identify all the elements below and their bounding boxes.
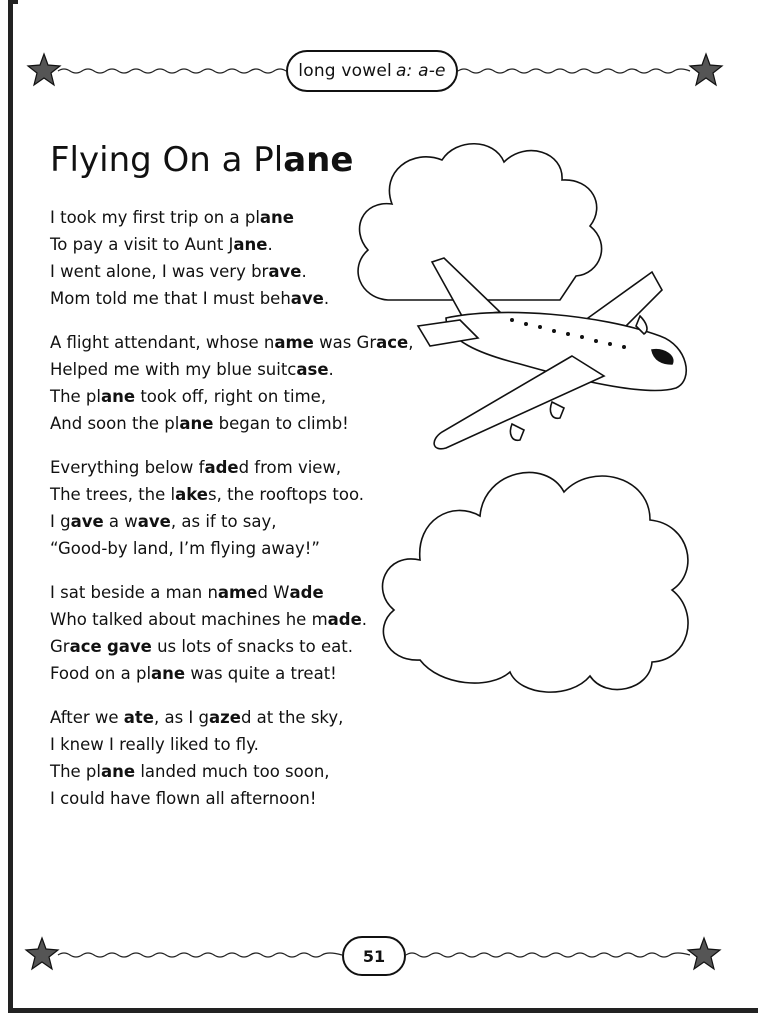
title-vowel-highlight: ane — [283, 140, 354, 180]
line-text: After we — [50, 708, 124, 727]
poem-line — [50, 356, 413, 383]
line-text: I g — [50, 512, 71, 531]
vowel-highlight: ade — [327, 610, 362, 629]
line-text: was quite a treat! — [185, 664, 337, 683]
vowel-highlight: gave — [106, 637, 152, 656]
line-text: Helped me with my blue suitc — [50, 360, 297, 379]
line-text: I took my first trip on a pl — [50, 208, 260, 227]
stanza — [50, 329, 413, 437]
vowel-highlight: ave — [137, 512, 171, 531]
line-text: d from view, — [238, 458, 342, 477]
poem-line — [50, 535, 413, 562]
poem-line — [50, 285, 413, 312]
page-title — [50, 140, 353, 180]
poem-line — [50, 785, 413, 812]
vowel-highlight: ate — [123, 708, 154, 727]
vowel-highlight: ace — [376, 333, 409, 352]
line-text: . — [323, 289, 330, 308]
phonics-tag-label: long vowel — [298, 61, 392, 81]
phonics-tag-pattern: a: a-e — [395, 61, 446, 81]
poem-line — [50, 633, 413, 660]
line-text: began to climb! — [213, 414, 349, 433]
page-number — [342, 936, 406, 976]
vowel-highlight: ane — [101, 762, 136, 781]
poem-line — [50, 606, 413, 633]
line-text: “Good-by land, I’m flying away!” — [50, 539, 320, 558]
line-text: Mom told me that I must beh — [50, 289, 291, 308]
line-text: The trees, the l — [50, 485, 176, 504]
line-text: a w — [103, 512, 138, 531]
line-text: And soon the pl — [50, 414, 180, 433]
vowel-highlight: ave — [268, 262, 302, 281]
line-text: d W — [257, 583, 290, 602]
line-text: d at the sky, — [240, 708, 344, 727]
vowel-highlight: ade — [204, 458, 239, 477]
line-text: , — [408, 333, 414, 352]
stanza — [50, 704, 413, 812]
line-text: took off, right on time, — [135, 387, 327, 406]
vowel-highlight: aze — [209, 708, 241, 727]
line-text: . — [361, 610, 368, 629]
line-text: was Gr — [313, 333, 377, 352]
line-text: Food on a pl — [50, 664, 152, 683]
line-text: . — [267, 235, 273, 254]
line-text: Who talked about machines he m — [50, 610, 328, 629]
poem-line — [50, 454, 413, 481]
poem-line — [50, 231, 413, 258]
vowel-highlight: ade — [289, 583, 324, 602]
poem-line — [50, 704, 413, 731]
vowel-highlight: ane — [259, 208, 294, 227]
vowel-highlight: ave — [70, 512, 104, 531]
poem-line — [50, 258, 413, 285]
vowel-highlight: ame — [274, 333, 314, 352]
poem — [50, 204, 413, 829]
line-text: I went alone, I was very br — [50, 262, 269, 281]
line-text: The pl — [50, 387, 101, 406]
poem-line — [50, 579, 413, 606]
vowel-highlight: ane — [179, 414, 214, 433]
vowel-highlight: ane — [101, 387, 136, 406]
poem-line — [50, 410, 413, 437]
line-text: . — [301, 262, 307, 281]
star-icon — [688, 938, 720, 969]
stanza — [50, 454, 413, 562]
line-text: landed much too soon, — [135, 762, 330, 781]
vowel-highlight: ake — [175, 485, 208, 504]
line-text: Gr — [50, 637, 70, 656]
line-text: To pay a visit to Aunt J — [50, 235, 234, 254]
poem-line — [50, 758, 413, 785]
vowel-highlight: ane — [233, 235, 268, 254]
stanza — [50, 204, 413, 312]
poem-line — [50, 329, 413, 356]
line-text: The pl — [50, 762, 101, 781]
line-text: A flight attendant, whose n — [50, 333, 275, 352]
vowel-highlight: ame — [217, 583, 258, 602]
vowel-highlight: ane — [151, 664, 186, 683]
poem-line — [50, 383, 413, 410]
line-text: us lots of snacks to eat. — [151, 637, 353, 656]
vowel-highlight: ace — [69, 637, 102, 656]
poem-line — [50, 508, 413, 535]
line-text: s, the rooftops too. — [207, 485, 365, 504]
poem-line — [50, 731, 413, 758]
line-text: I knew I really liked to fly. — [50, 735, 259, 754]
line-text: I could have flown all afternoon! — [50, 789, 317, 808]
vowel-highlight: ase — [296, 360, 329, 379]
vowel-highlight: ave — [290, 289, 324, 308]
poem-line — [50, 204, 413, 231]
poem-line — [50, 660, 413, 687]
page-number-label: 51 — [362, 946, 386, 966]
title-text: Flying On a Pl — [50, 140, 284, 180]
line-text: I sat beside a man n — [50, 583, 218, 602]
star-icon — [26, 938, 58, 969]
poem-line — [50, 481, 413, 508]
line-text: Everything below f — [50, 458, 205, 477]
stanza — [50, 579, 413, 687]
cloud-icon — [383, 472, 688, 692]
line-text: , as if to say, — [170, 512, 277, 531]
line-text: . — [328, 360, 334, 379]
line-text: , as I g — [153, 708, 210, 727]
